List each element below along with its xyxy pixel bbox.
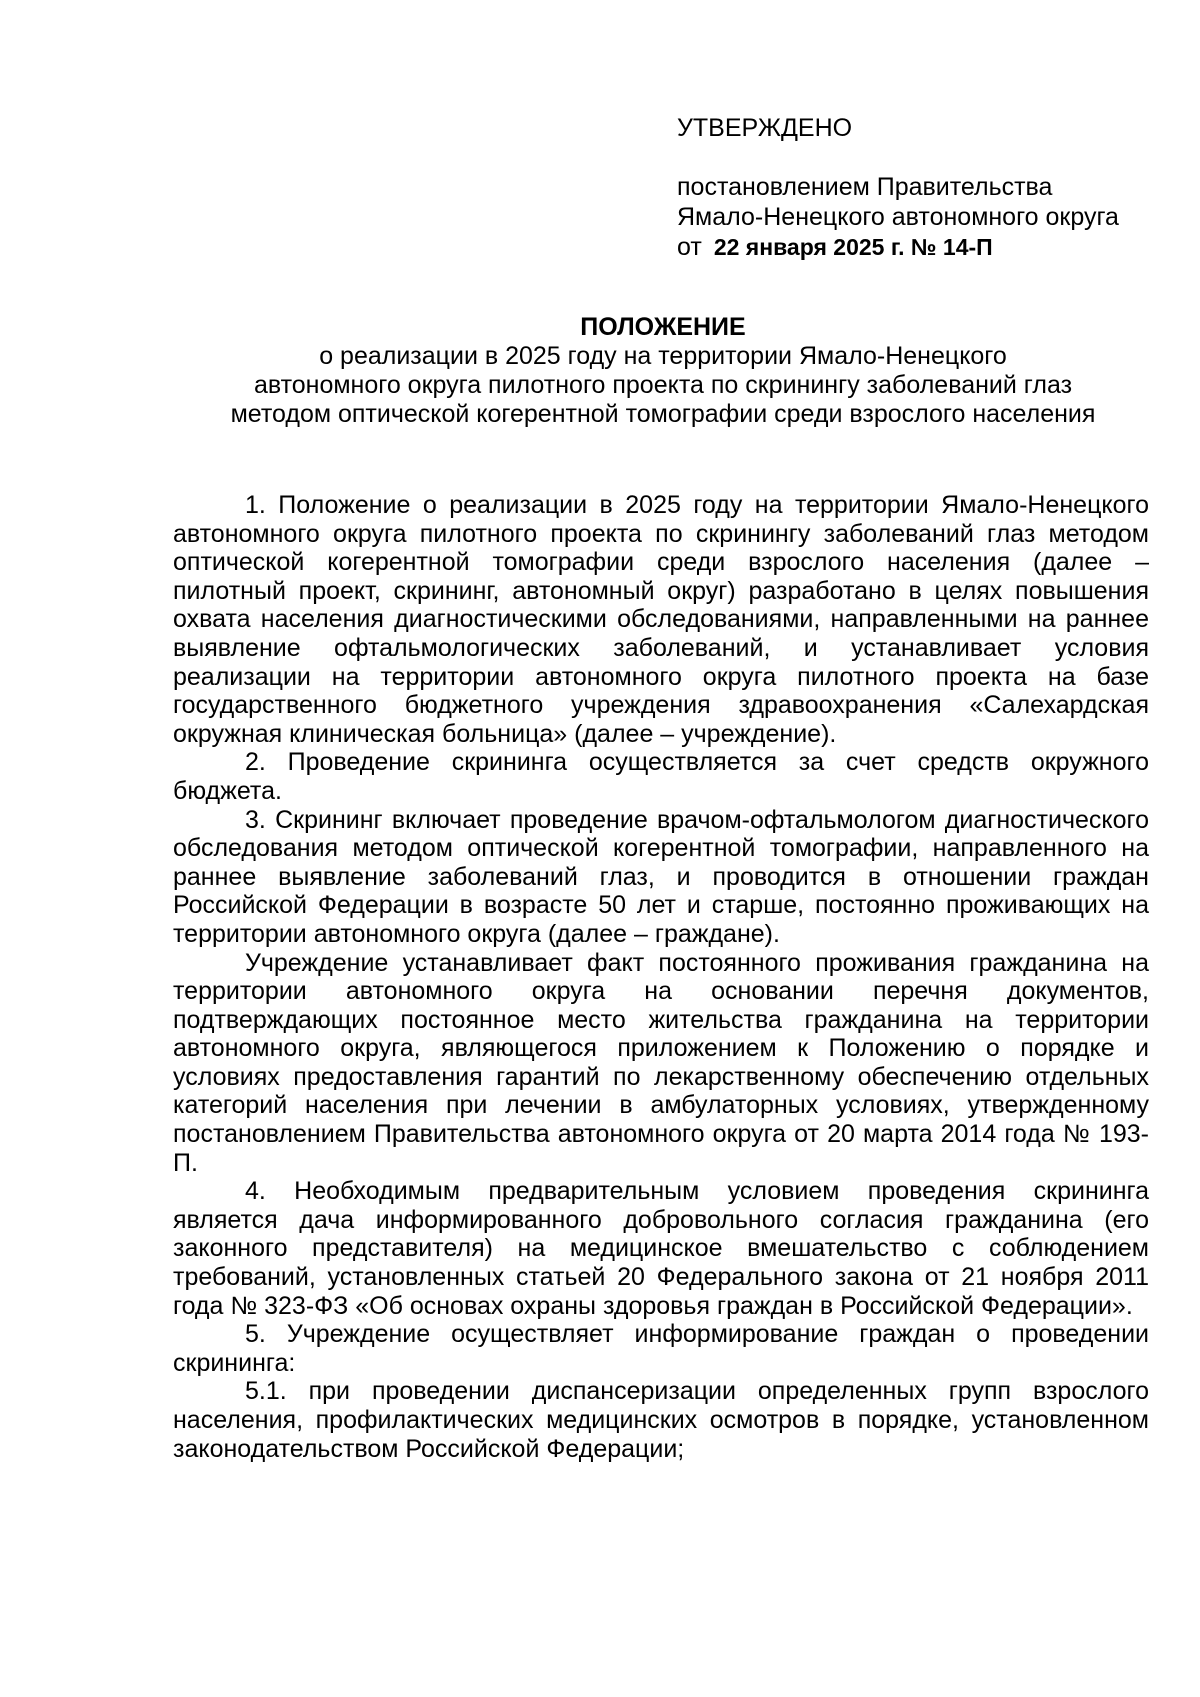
approval-date-line [677,232,1147,262]
approval-stamp [677,113,1147,262]
document-reference: 22 января 2025 г. № 14-П [713,234,993,260]
paragraph-1: 1. Положение о реализации в 2025 году на территории Ямало-Ненецкого автономного округа пилотного проекта по скринингу заболеваний глаз методом оптической когерентной томографии среди взрослого населения (далее – пилотный проект, скрининг, автономный округ) разработано в целях повышения охвата населения диагностическими обследованиями, направленными на раннее выявление офтальмологических заболеваний, и устанавливает условия реализации на территории автономного округа пилотного проекта на базе государственного бюджетного учреждения здравоохранения «Салехардская окружная клиническая больница» (далее – учреждение). [173,491,1149,748]
paragraph-5-1: 5.1. при проведении диспансеризации определенных групп взрослого населения, профилактических медицинских осмотров в порядке, установленном законодательством Российской Федерации; [173,1377,1149,1463]
document-title-block [100,313,1200,429]
title-line-2: автономного округа пилотного проекта по скринингу заболеваний глаз [253,371,1073,399]
document-body [173,491,1149,1463]
paragraph-5: 5. Учреждение осуществляет информирование граждан о проведении скрининга: [173,1320,1149,1377]
paragraph-4: 4. Необходимым предварительным условием проведения скрининга является дача информированного добровольного согласия гражданина (его законного представителя) на медицинское вмешательство с соблюдением требований, установленных статьей 20 Федерального закона от 21 ноября 2011 года № 323-ФЗ «Об основах охраны здоровья граждан в Российской Федерации». [173,1177,1149,1320]
title-line-1: о реализации в 2025 году на территории Ямало-Ненецкого [319,342,1007,370]
paragraph-2: 2. Проведение скрининга осуществляется за счет средств окружного бюджета. [173,748,1149,805]
paragraph-3: 3. Скрининг включает проведение врачом-офтальмологом диагностического обследования методом оптической когерентной томографии, направленного на раннее выявление заболеваний глаз, и проводится в отношении граждан Российской Федерации в возрасте 50 лет и старше, постоянно проживающих на территории автономного округа (далее – граждане). [173,805,1149,948]
document-heading: ПОЛОЖЕНИЕ [580,313,746,341]
approval-line-2: Ямало-Ненецкого автономного округа [677,203,1119,231]
approval-line-1: постановлением Правительства [677,173,1053,201]
paragraph-3-residence: Учреждение устанавливает факт постоянного проживания гражданина на территории автономного округа на основании перечня документов, подтверждающих постоянное место жительства гражданина на территории автономного округа, являющегося приложением к Положению о порядке и условиях предоставления гарантий по лекарственному обеспечению отдельных категорий населения при лечении в амбулаторных условиях, утвержденному постановлением Правительства автономного округа от 20 марта 2014 года № 193-П. [173,948,1149,1177]
approved-label: УТВЕРЖДЕНО [677,114,853,142]
title-line-3: методом оптической когерентной томографии среди взрослого населения [230,400,1096,428]
date-prefix: от [677,233,702,261]
